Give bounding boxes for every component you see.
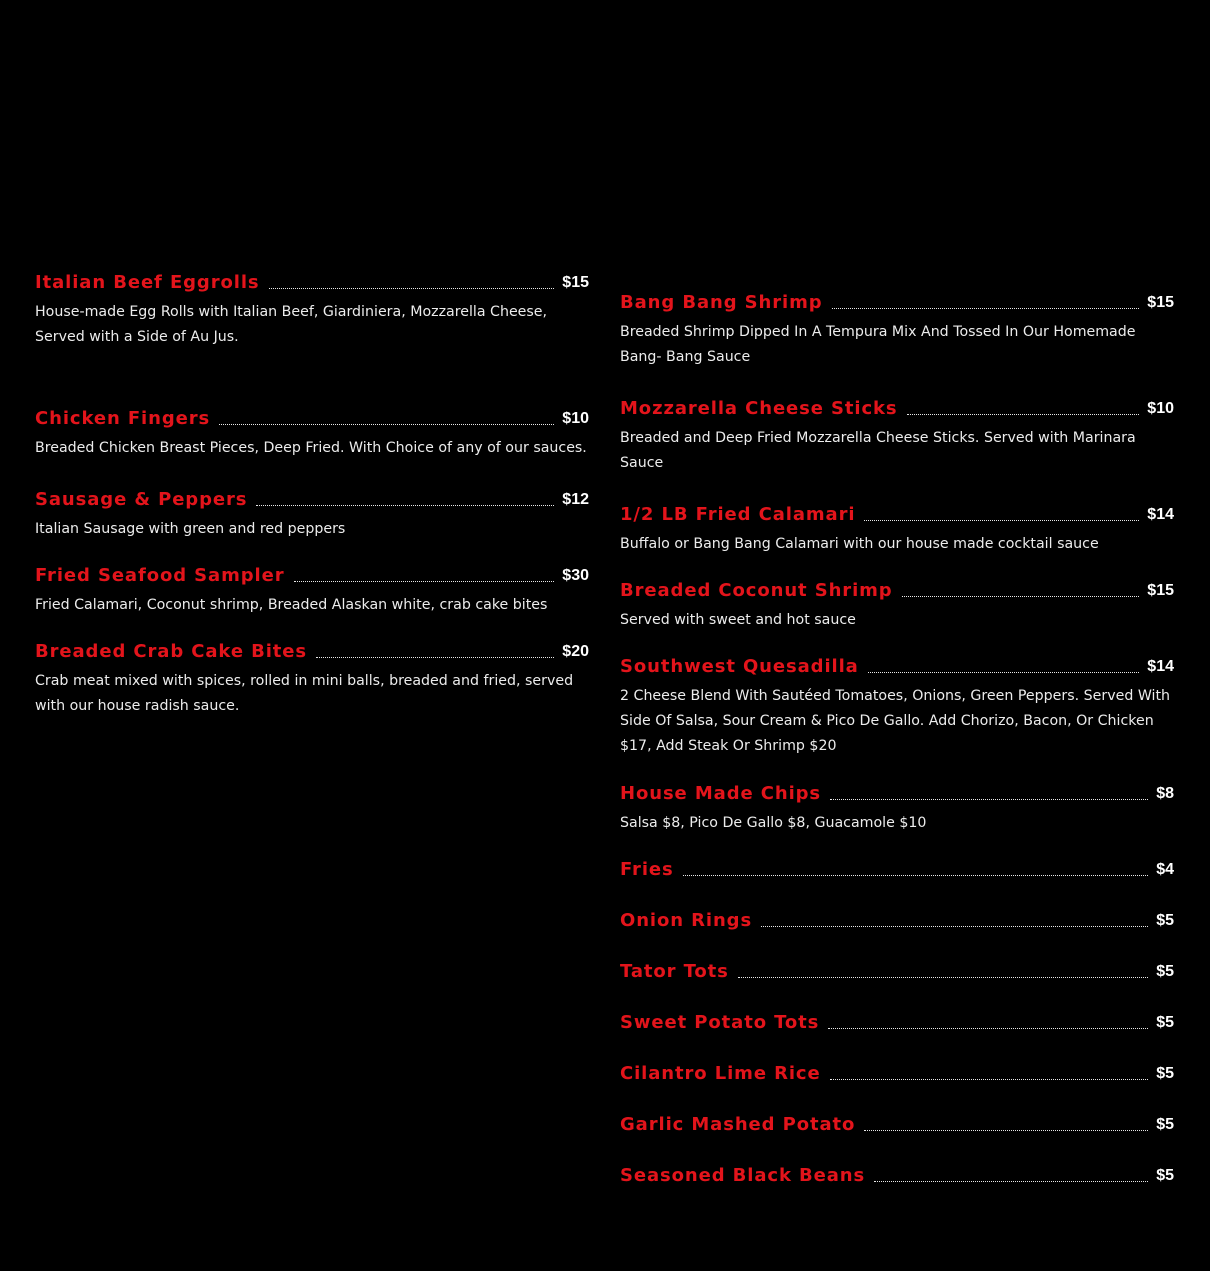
menu-item-name: Sweet Potato Tots [620,1012,820,1033]
menu-item-description: Fried Calamari, Coconut shrimp, Breaded Alaskan white, crab cake bites [35,597,548,613]
menu-item-name: Breaded Crab Cake Bites [35,641,308,662]
dotted-leader [294,580,555,582]
menu-item [35,487,589,542]
menu-item-description: Breaded Shrimp Dipped In A Tempura Mix And Tossed In Our Homemade Bang- Bang Sauce [620,324,1136,365]
menu-item [620,1061,1174,1087]
menu-item-price: $15 [1147,294,1174,311]
menu-item [620,857,1174,883]
menu-item-description: Breaded Chicken Breast Pieces, Deep Fried. With Choice of any of our sauces. [35,440,587,456]
menu-item [620,290,1174,370]
menu-item-name: Sausage & Peppers [35,489,248,510]
dotted-leader [902,595,1140,597]
dotted-leader [761,925,1148,927]
dotted-leader [864,1129,1148,1131]
menu-item-description: Breaded and Deep Fried Mozzarella Cheese Sticks. Served with Marinara Sauce [620,430,1136,471]
menu-item-price: $12 [562,491,589,508]
menu-item [620,908,1174,934]
menu-item-name: Fries [620,859,674,880]
dotted-leader [828,1027,1148,1029]
menu-item-name: Garlic Mashed Potato [620,1114,856,1135]
menu-item-price: $14 [1147,658,1174,675]
menu-item-description: 2 Cheese Blend With Sautéed Tomatoes, Onions, Green Peppers. Served With Side Of Salsa, Sour Cream & Pico De Gallo. Add Chorizo, Bacon, Or Chicken $17, Add Steak Or Shrimp $20 [620,688,1171,754]
menu-item-name: Breaded Coconut Shrimp [620,580,893,601]
menu-item-name: Cilantro Lime Rice [620,1063,821,1084]
menu-item [620,578,1174,633]
dotted-leader [832,307,1140,309]
menu-item [620,1010,1174,1036]
dotted-leader [316,656,554,658]
menu-item-description: Crab meat mixed with spices, rolled in mini balls, breaded and fried, served with our house radish sauce. [35,673,574,714]
dotted-leader [830,798,1148,800]
menu-item-price: $5 [1156,963,1174,980]
menu-item-description: Served with sweet and hot sauce [620,612,856,628]
menu-item-name: Onion Rings [620,910,753,931]
menu-item-price: $15 [562,274,589,291]
menu-column-left [35,270,589,719]
menu-item [35,563,589,618]
menu-item-price: $5 [1156,1014,1174,1031]
menu-item-price: $4 [1156,861,1174,878]
menu-item-description: Salsa $8, Pico De Gallo $8, Guacamole $10 [620,815,927,831]
dotted-leader [219,423,554,425]
dotted-leader [269,287,555,289]
menu-item-price: $8 [1156,785,1174,802]
menu-item [35,639,589,719]
menu-item-price: $30 [562,567,589,584]
menu-item [620,502,1174,557]
menu-item [620,959,1174,985]
menu-item-price: $5 [1156,912,1174,929]
dotted-leader [683,874,1149,876]
menu-item-price: $10 [1147,400,1174,417]
menu-item-name: Italian Beef Eggrolls [35,272,260,293]
menu-item-price: $5 [1156,1065,1174,1082]
menu-item-description: Buffalo or Bang Bang Calamari with our house made cocktail sauce [620,536,1099,552]
menu-item-price: $20 [562,643,589,660]
dotted-leader [738,976,1148,978]
menu-item-name: House Made Chips [620,783,822,804]
dotted-leader [868,671,1140,673]
dotted-leader [830,1078,1149,1080]
menu-item-name: 1/2 LB Fried Calamari [620,504,856,525]
menu-item-name: Tator Tots [620,961,729,982]
menu-item-price: $5 [1156,1116,1174,1133]
menu-item-name: Seasoned Black Beans [620,1165,866,1186]
menu-column-right [620,290,1174,1189]
dotted-leader [256,504,554,506]
dotted-leader [874,1180,1148,1182]
menu-item [620,1112,1174,1138]
menu-item-description: House-made Egg Rolls with Italian Beef, Giardiniera, Mozzarella Cheese, Served with a Side of Au Jus. [35,304,548,345]
menu-item [620,654,1174,759]
menu-item-price: $14 [1147,506,1174,523]
menu-item [620,1163,1174,1189]
menu-item [35,406,589,461]
menu-item-name: Southwest Quesadilla [620,656,859,677]
menu-item-name: Mozzarella Cheese Sticks [620,398,898,419]
dotted-leader [907,413,1140,415]
menu-item [35,270,589,350]
menu-item-name: Fried Seafood Sampler [35,565,285,586]
menu-item-price: $10 [562,410,589,427]
menu-item-description: Italian Sausage with green and red peppers [35,521,346,537]
menu-item-price: $15 [1147,582,1174,599]
menu-item-name: Chicken Fingers [35,408,211,429]
menu-item [620,396,1174,476]
dotted-leader [864,519,1139,521]
menu-item [620,781,1174,836]
menu-item-name: Bang Bang Shrimp [620,292,823,313]
menu-item-price: $5 [1156,1167,1174,1184]
